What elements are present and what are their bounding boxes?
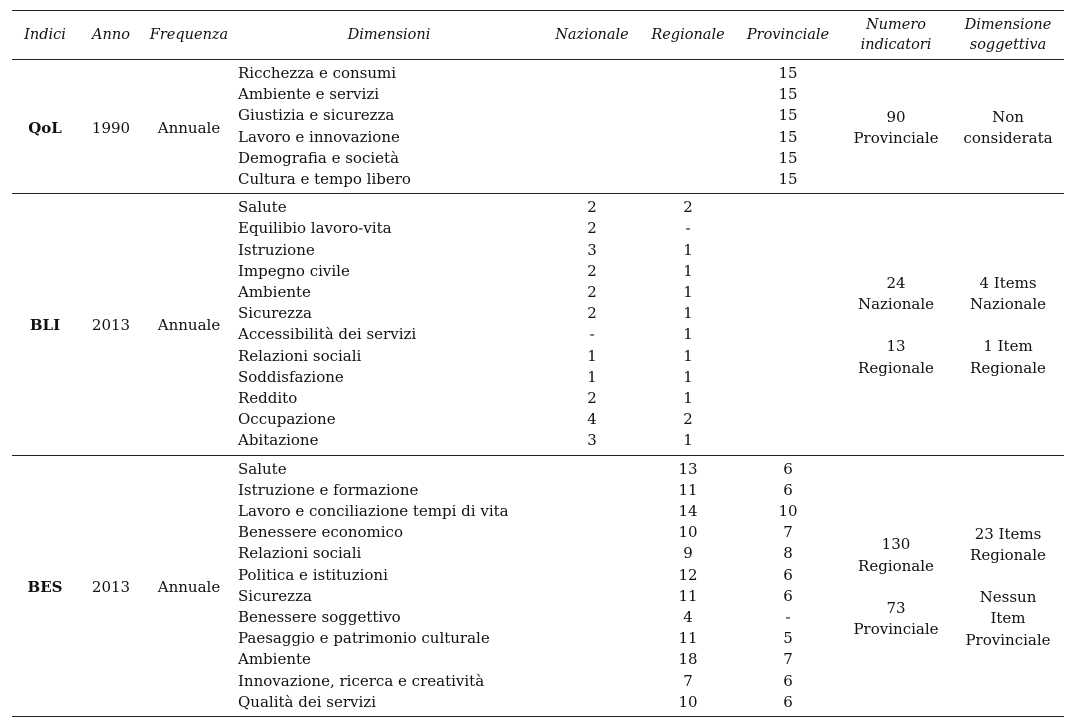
regionale-cell: 10 [678,692,698,711]
provinciale-cell [736,282,840,303]
index-year: 2013 [91,577,131,596]
nazionale-cell: 2 [587,389,597,408]
dimension-cell: Istruzione [238,240,315,259]
regionale-cell: 1 [683,261,693,280]
dimension-cell: Relazioni sociali [238,544,362,563]
table-row [12,60,1064,85]
header-dimensioni: Dimensioni [347,27,431,43]
provinciale-cell: 6 [783,459,793,478]
dimension-cell: Reddito [238,389,298,408]
indices-table [12,10,1064,717]
soggettiva-line [954,315,1062,336]
nazionale-cell [544,148,640,169]
nazionale-cell [544,105,640,126]
header-soggettiva-line2: soggettiva [969,37,1047,53]
provinciale-cell: 7 [783,523,793,542]
nazionale-cell: 2 [587,304,597,323]
index-year: 2013 [91,316,131,335]
nazionale-cell: 1 [587,346,597,365]
provinciale-cell [736,218,840,239]
provinciale-cell [736,346,840,367]
regionale-cell [640,84,736,105]
regionale-cell: 11 [678,586,698,605]
provinciale-cell: 15 [778,148,798,167]
nazionale-cell: - [589,325,595,344]
provinciale-cell [736,324,840,345]
provinciale-cell: 6 [783,480,793,499]
numero-indicatori-cell [840,194,952,455]
provinciale-cell: 6 [783,565,793,584]
soggettiva-line: Regionale [970,358,1046,377]
provinciale-cell [736,367,840,388]
provinciale-cell: 15 [778,64,798,82]
index-frequency: Annuale [157,316,221,335]
table-row [12,194,1064,219]
soggettiva-line: Nazionale [969,295,1047,314]
provinciale-cell: 15 [778,170,798,189]
dimension-cell: Paesaggio e patrimonio culturale [238,629,490,648]
dimension-cell: Giustizia e sicurezza [238,106,395,125]
regionale-cell: - [685,219,691,238]
regionale-cell [640,105,736,126]
provinciale-cell: 15 [778,106,798,125]
dimension-cell: Abitazione [238,431,319,450]
dimension-cell: Ricchezza e consumi [238,64,397,82]
dimension-cell: Politica e istituzioni [238,565,388,584]
provinciale-cell: 15 [778,127,798,146]
dimension-cell: Soddisfazione [238,367,344,386]
nazionale-cell [544,455,640,480]
nazionale-cell [544,60,640,85]
soggettiva-line: 23 Items [974,524,1042,543]
index-name: QoL [28,118,62,137]
header-dimensione-soggettiva [952,11,1064,60]
regionale-cell: 11 [678,480,698,499]
dimension-cell: Innovazione, ricerca e creatività [238,671,485,690]
regionale-cell [640,60,736,85]
numero-line: 24 [886,274,906,293]
provinciale-cell: 8 [783,544,793,563]
numero-line: 90 [886,107,906,126]
header-indici: Indici [24,27,66,43]
numero-indicatori-cell [840,455,952,716]
regionale-cell: 1 [683,283,693,302]
dimension-cell: Impegno civile [238,261,350,280]
nazionale-cell: 4 [587,410,597,429]
index-frequency: Annuale [157,118,221,137]
nazionale-cell [544,671,640,692]
dimension-cell: Relazioni sociali [238,346,362,365]
provinciale-cell: 15 [778,85,798,104]
regionale-cell: 14 [678,502,698,521]
header-soggettiva-line1: Dimensione [964,17,1052,33]
soggettiva-line: 4 Items [979,274,1037,293]
regionale-cell: 12 [678,565,698,584]
nazionale-cell [544,84,640,105]
nazionale-cell [544,649,640,670]
header-numero-indicatori [840,11,952,60]
provinciale-cell: 7 [783,650,793,669]
numero-line: Regionale [858,358,934,377]
index-year: 1990 [91,118,131,137]
dimension-cell: Benessere economico [238,523,403,542]
soggettiva-line: Regionale [970,546,1046,565]
header-regionale: Regionale [651,27,725,43]
provinciale-cell: 10 [778,502,798,521]
soggettiva-line: Non [992,107,1024,126]
regionale-cell: 1 [683,304,693,323]
numero-line: Provinciale [853,620,939,639]
dimension-cell: Ambiente [238,650,311,669]
header-numero-line2: indicatori [860,37,932,53]
dimension-cell: Benessere soggettivo [238,608,401,627]
nazionale-cell: 2 [587,283,597,302]
nazionale-cell [544,501,640,522]
table-body [12,60,1064,717]
provinciale-cell [736,388,840,409]
dimension-cell: Sicurezza [238,586,312,605]
numero-line [842,577,950,598]
regionale-cell: 2 [683,198,693,217]
regionale-cell [640,127,736,148]
regionale-cell: 1 [683,240,693,259]
provinciale-cell: 6 [783,692,793,711]
soggettiva-line: Provinciale [965,630,1051,649]
soggettiva-line: 1 Item [983,337,1033,356]
numero-line: 130 [881,535,911,554]
provinciale-cell: 6 [783,586,793,605]
provinciale-cell [736,409,840,430]
regionale-cell: 9 [683,544,693,563]
regionale-cell: 1 [683,325,693,344]
dimension-cell: Lavoro e innovazione [238,127,400,146]
dimension-cell: Accessibilità dei servizi [238,325,417,344]
nazionale-cell: 2 [587,198,597,217]
dimension-cell: Cultura e tempo libero [238,170,411,189]
regionale-cell: 1 [683,431,693,450]
index-name: BLI [29,316,61,335]
regionale-cell: 10 [678,523,698,542]
soggettiva-line [954,566,1062,587]
soggettiva-line: Nessun [979,588,1037,607]
dimension-cell: Occupazione [238,410,336,429]
indices-table-document [12,10,1064,717]
nazionale-cell [544,169,640,194]
soggettiva-line: considerata [963,129,1053,148]
numero-line: 73 [886,598,906,617]
provinciale-cell: 6 [783,671,793,690]
regionale-cell [640,169,736,194]
dimension-cell: Salute [238,459,287,478]
numero-line [842,315,950,336]
nazionale-cell: 3 [587,240,597,259]
dimension-cell: Istruzione e formazione [238,480,419,499]
nazionale-cell [544,522,640,543]
nazionale-cell [544,628,640,649]
nazionale-cell: 2 [587,219,597,238]
regionale-cell: 4 [683,608,693,627]
nazionale-cell [544,127,640,148]
soggettiva-line: Item [990,609,1026,628]
regionale-cell: 7 [683,671,693,690]
nazionale-cell [544,565,640,586]
regionale-cell: 2 [683,410,693,429]
provinciale-cell [736,261,840,282]
regionale-cell: 1 [683,346,693,365]
provinciale-cell: - [785,608,791,627]
provinciale-cell [736,303,840,324]
index-name: BES [27,577,63,596]
regionale-cell: 11 [678,629,698,648]
regionale-cell: 13 [678,459,698,478]
dimension-cell: Lavoro e conciliazione tempi di vita [238,502,509,521]
index-frequency: Annuale [157,577,221,596]
dimensione-soggettiva-cell [952,60,1064,194]
provinciale-cell [736,194,840,219]
numero-line: 13 [886,337,906,356]
dimension-cell: Qualità dei servizi [238,692,376,711]
dimension-cell: Ambiente [238,283,311,302]
nazionale-cell [544,543,640,564]
numero-line: Nazionale [857,295,935,314]
header-row [12,11,1064,60]
numero-indicatori-cell [840,60,952,194]
numero-line: Provinciale [853,129,939,148]
regionale-cell [640,148,736,169]
header-numero-line1: Numero [865,17,927,33]
provinciale-cell [736,240,840,261]
nazionale-cell [544,480,640,501]
dimensione-soggettiva-cell [952,194,1064,455]
dimension-cell: Equilibio lavoro-vita [238,219,392,238]
provinciale-cell: 5 [783,629,793,648]
dimension-cell: Sicurezza [238,304,312,323]
table-row [12,455,1064,480]
provinciale-cell [736,430,840,455]
nazionale-cell: 1 [587,367,597,386]
regionale-cell: 18 [678,650,698,669]
header-anno: Anno [92,27,130,43]
numero-line: Regionale [858,556,934,575]
nazionale-cell [544,607,640,628]
regionale-cell: 1 [683,389,693,408]
regionale-cell: 1 [683,367,693,386]
dimension-cell: Demografia e società [238,148,400,167]
header-provinciale: Provinciale [746,27,830,43]
dimension-cell: Salute [238,198,287,217]
header-nazionale: Nazionale [555,27,629,43]
nazionale-cell [544,586,640,607]
nazionale-cell [544,692,640,717]
dimension-cell: Ambiente e servizi [238,85,380,104]
header-frequenza: Frequenza [149,27,229,43]
dimensione-soggettiva-cell [952,455,1064,716]
nazionale-cell: 2 [587,261,597,280]
nazionale-cell: 3 [587,431,597,450]
